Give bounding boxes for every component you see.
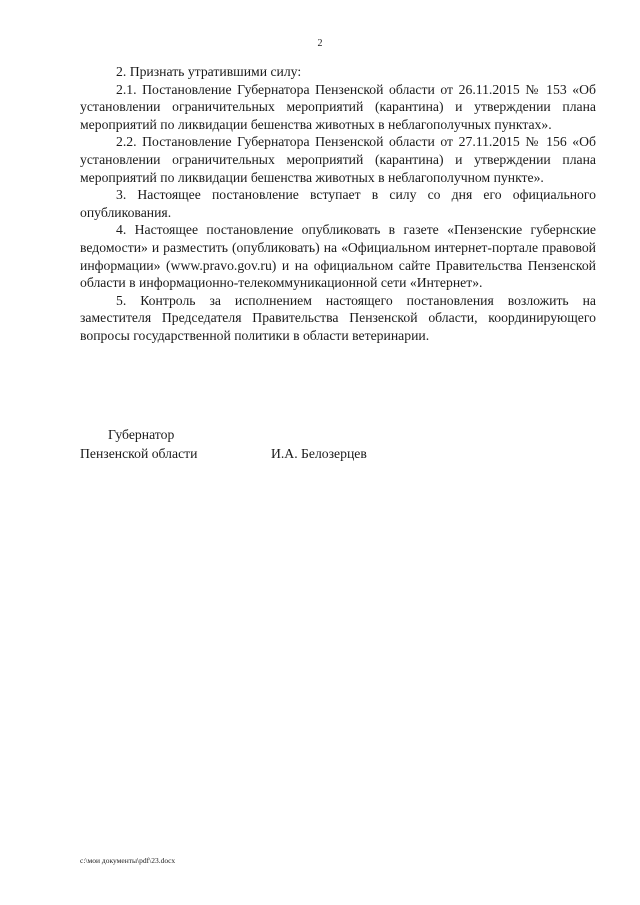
page-number: 2	[317, 38, 323, 49]
paragraph-2-1: 2.1. Постановление Губернатора Пензенской области от 26.11.2015 № 153 «Об установлении ограничительных мероприятий (карантина) и утверждении плана мероприятий по ликвидации бешенства животных в неблагополучных пунктах».	[80, 81, 596, 132]
signatory-name: И.А. Белозерцев	[271, 446, 367, 461]
signatory-region: Пензенской области	[80, 446, 198, 461]
paragraph-5: 5. Контроль за исполнением настоящего постановления возложить на заместителя Председателя Правительства Пензенской области, координирующего вопросы государственной политики в области ветеринарии.	[80, 292, 596, 343]
signatory-title: Губернатор	[108, 427, 175, 442]
paragraph-2: 2. Признать утратившими силу:	[116, 64, 302, 79]
file-path-footer: c:\мои документы\pdf\23.docx	[80, 856, 176, 865]
paragraph-3: 3. Настоящее постановление вступает в силу со дня его официального опубликования.	[80, 187, 596, 220]
paragraph-4: 4. Настоящее постановление опубликовать в газете «Пензенские губернские ведомости» и разместить (опубликовать) на «Официальном интернет-портале правовой информации» (www.pravo.gov.ru) и на официальном сайте Правительства Пензенской области в информационно-телекоммуникационной сети «Интернет».	[80, 222, 596, 291]
paragraph-2-2: 2.2. Постановление Губернатора Пензенской области от 27.11.2015 № 156 «Об установлении ограничительных мероприятий (карантина) и утверждении плана мероприятий по ликвидации бешенства животных в неблагополучном пункте».	[80, 134, 596, 185]
document-body	[80, 63, 596, 345]
